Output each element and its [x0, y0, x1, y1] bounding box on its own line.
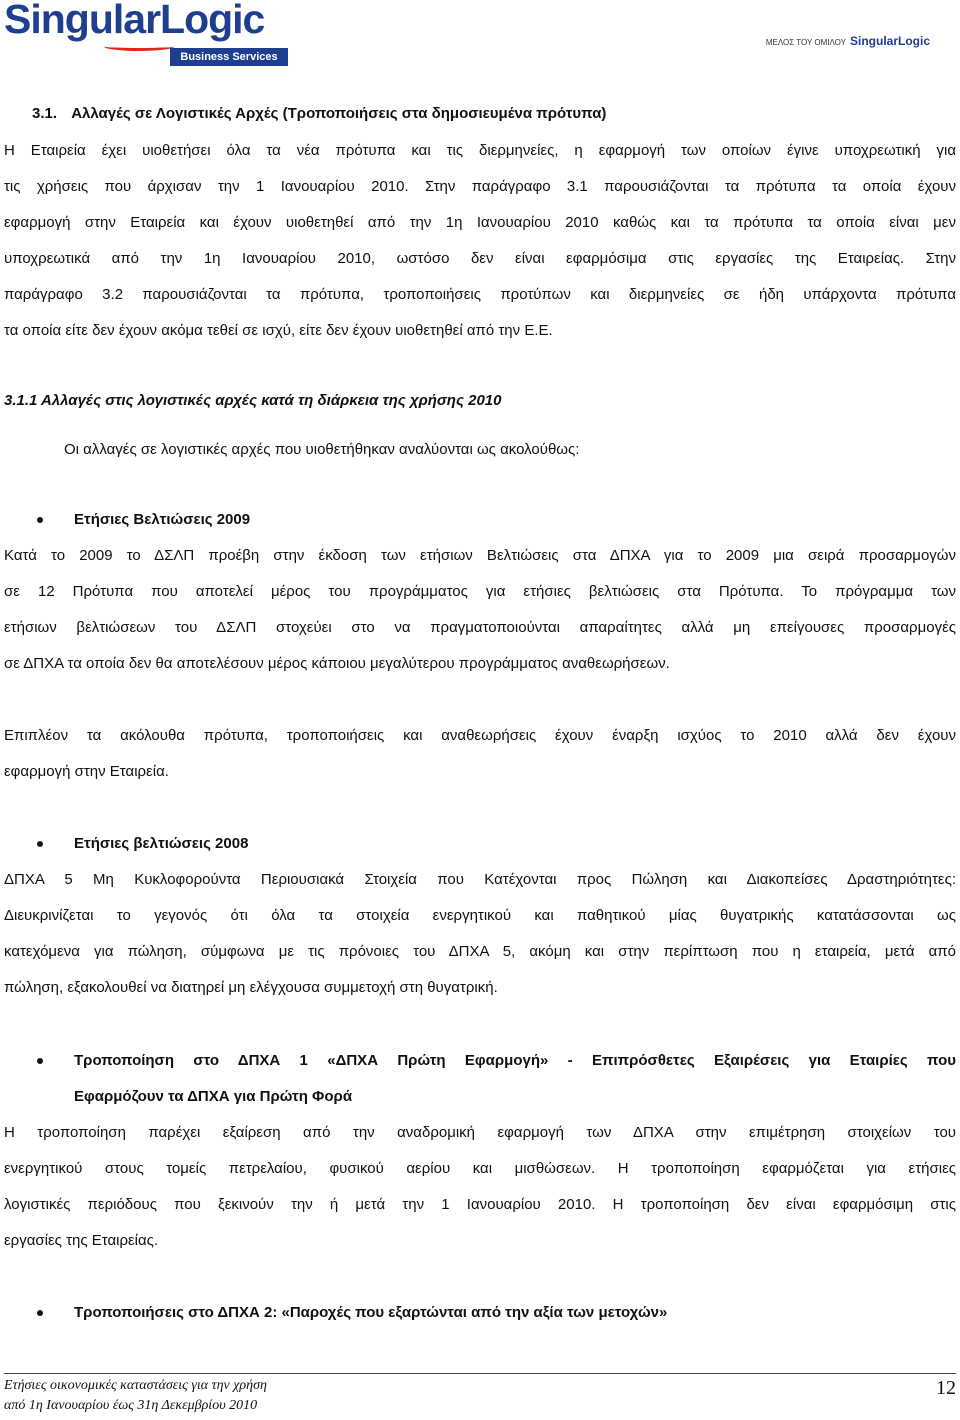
bullet-title-1: Ετήσιες Βελτιώσεις 2009 — [74, 511, 251, 528]
singularlogic-logo — [4, 2, 288, 68]
paragraph-line: σε ΔΠΧΑ τα οποία δεν θα αποτελέσουν μέρος κάποιου μεγαλύτερου προγράμματος αναθεωρήσεων. — [4, 655, 670, 672]
paragraph-line: ενεργητικού στους τομείς πετρελαίου, φυσικού αερίου και μισθώσεων. Η τροποποίηση εφαρμόζεται για ετήσιες — [4, 1160, 956, 1177]
paragraph-line: εφαρμογή στην Εταιρεία και έχουν υιοθετηθεί από την 1η Ιανουαρίου 2010 καθώς και τα πρότυπα τα οποία είναι μεν — [4, 214, 956, 231]
paragraph-line: Διευκρινίζεται το γεγονός ότι όλα τα στοιχεία ενεργητικού και παθητικού μίας θυγατρικής κατατάσσονται ως — [4, 907, 956, 924]
member-label: ΜΕΛΟΣ ΤΟΥ ΟΜΙΛΟΥ — [765, 38, 846, 47]
bullet-title-3-cont: Εφαρμόζουν τα ΔΠΧΑ για Πρώτη Φορά — [74, 1088, 353, 1105]
subsection-intro: Οι αλλαγές σε λογιστικές αρχές που υιοθετήθηκαν αναλύονται ως ακολούθως: — [64, 441, 580, 458]
paragraph-line: σε 12 Πρότυπα που αποτελεί μέρος του προγράμματος για ετήσιες βελτιώσεις στα Πρότυπα. Το πρόγραμμα των — [4, 583, 956, 600]
section-heading — [4, 104, 956, 124]
bullet-icon — [37, 841, 43, 847]
paragraph-line: ΔΠΧΑ 5 Μη Κυκλοφορούντα Περιουσιακά Στοιχεία που Κατέχονται προς Πώληση και Διακοπείσες Δραστηριότητες: — [4, 871, 956, 888]
member-brand: SingularLogic — [849, 34, 930, 48]
paragraph-line: λογιστικές περιόδους που ξεκινούν την ή μετά την 1 Ιανουαρίου 2010. Η τροποποίηση δεν είναι εφαρμόσιμη στις — [4, 1196, 956, 1213]
paragraph-line: Η τροποποίηση παρέχει εξαίρεση από την αναδρομική εφαρμογή των ΔΠΧΑ στην επιμέτρηση στοιχείων του — [4, 1124, 956, 1141]
bullet-title-3: Τροποποίηση στο ΔΠΧΑ 1 «ΔΠΧΑ Πρώτη Εφαρμογή» - Επιπρόσθετες Εξαιρέσεις για Εταιρίες που — [74, 1052, 956, 1069]
bullet-title-4: Τροποποιήσεις στο ΔΠΧΑ 2: «Παροχές που εξαρτώνται από την αξία των μετοχών» — [74, 1304, 668, 1321]
paragraph-line: εφαρμογή στην Εταιρεία. — [4, 763, 169, 780]
logo-swoosh-icon — [104, 42, 174, 51]
bullet-icon — [37, 1058, 43, 1064]
bullet-icon — [37, 1310, 43, 1316]
section-title: Αλλαγές σε Λογιστικές Αρχές (Τροποποιήσεις στα δημοσιευμένα πρότυπα) — [71, 105, 607, 122]
bullet-icon — [37, 517, 43, 523]
page-number: 12 — [936, 1377, 956, 1399]
paragraph-line: εργασίες της Εταιρείας. — [4, 1232, 159, 1249]
paragraph-line: τις χρήσεις που άρχισαν την 1 Ιανουαρίου 2010. Στην παράγραφο 3.1 παρουσιάζονται τα πρότυπα τα οποία έχουν — [4, 178, 956, 195]
paragraph-line: Η Εταιρεία έχει υιοθετήσει όλα τα νέα πρότυπα και τις διερμηνείες, η εφαρμογή των οποίων έγινε υποχρεωτική για — [4, 142, 956, 159]
paragraph-line: ετήσιων βελτιώσεων του ΔΣΛΠ στοχεύει στο να πραγματοποιούνται απαραίτητες αλλά μη επείγουσες προσαρμογές — [4, 619, 956, 636]
paragraph-line: υποχρεωτικά από την 1η Ιανουαρίου 2010, ωστόσο δεν είναι εφαρμόσιμα στις εργασίες της Εταιρείας. Στην — [4, 250, 956, 267]
subsection-title: 3.1.1 Αλλαγές στις λογιστικές αρχές κατά τη διάρκεια της χρήσης 2010 — [4, 392, 502, 409]
footer-line-2: από 1η Ιανουαρίου έως 31η Δεκεμβρίου 2010 — [4, 1398, 258, 1413]
section-number: 3.1. — [32, 105, 58, 122]
group-member-badge — [766, 34, 930, 48]
bullet-title-2: Ετήσιες βελτιώσεις 2008 — [74, 835, 249, 852]
paragraph-line: Κατά το 2009 το ΔΣΛΠ προέβη στην έκδοση των ετήσιων Βελτιώσεις στα ΔΠΧΑ για το 2009 μια σειρά προσαρμογών — [4, 547, 956, 564]
footer-rule — [4, 1373, 956, 1374]
paragraph-line: κατεχόμενα για πώληση, σύμφωνα με τις πρόνοιες του ΔΠΧΑ 5, ακόμη και στην περίπτωση που η εταιρεία, μετά από — [4, 943, 956, 960]
paragraph-line: πώληση, εξακολουθεί να διατηρεί μη ελέγχουσα συμμετοχή στη θυγατρική. — [4, 979, 498, 996]
paragraph-line: τα οποία είτε δεν έχουν ακόμα τεθεί σε ισχύ, είτε δεν έχουν υιοθετηθεί από την Ε.Ε. — [4, 322, 553, 339]
logo-text: SingularLogic — [4, 0, 265, 42]
logo-tagline: Business Services — [170, 48, 288, 66]
footer-line-1: Ετήσιες οικονομικές καταστάσεις για την χρήση — [4, 1378, 267, 1393]
paragraph-line: Επιπλέον τα ακόλουθα πρότυπα, τροποποιήσεις και αναθεωρήσεις έχουν έναρξη ισχύος το 2010 αλλά δεν έχουν — [4, 727, 956, 744]
paragraph-line: παράγραφο 3.2 παρουσιάζονται τα πρότυπα, τροποποιήσεις προτύπων και διερμηνείες σε ήδη υπάρχοντα πρότυπα — [4, 286, 956, 303]
